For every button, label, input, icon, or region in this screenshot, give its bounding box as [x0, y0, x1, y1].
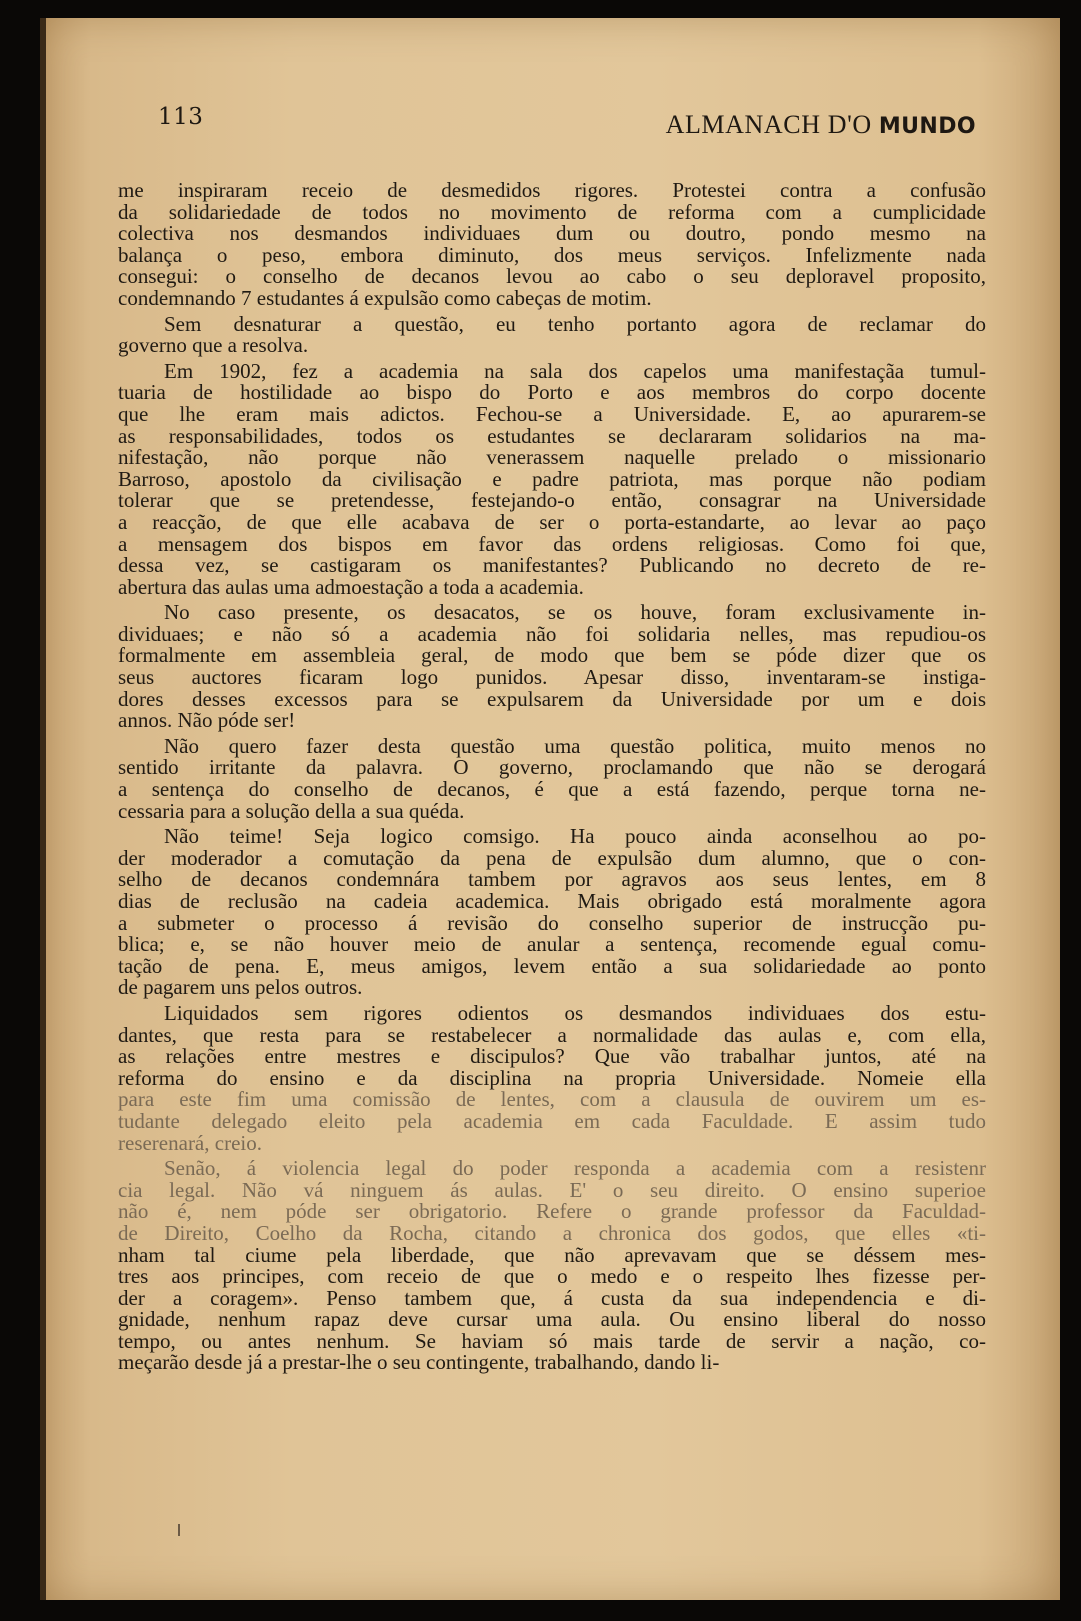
body-text — [118, 180, 986, 1378]
text-line: colectiva nos desmandos individuaes dum ou doutro, pondo mesmo na — [118, 221, 986, 246]
text-line: formalmente em assembleia geral, de modo que bem se póde dizer que os — [118, 643, 986, 668]
text-line: tres aos principes, com receio de que o medo e o respeito lhes fizesse per- — [118, 1264, 986, 1289]
text-line: tação de pena. E, meus amigos, levem então a sua solidariedade ao ponto — [118, 953, 986, 978]
text-line: der a coragem». Penso tambem que, á custa da sua independencia e di- — [118, 1285, 986, 1310]
text-line: Senão, á violencia legal do poder responda a academia com a resistenr — [164, 1156, 986, 1181]
text-line: tudante delegado eleito pela academia em cada Faculdade. E assim tudo — [118, 1108, 986, 1133]
text-line: Em 1902, fez a academia na sala dos capelos uma manifestaçãa tumul- — [164, 358, 986, 383]
text-line: a sentença do conselho de decanos, é que a está fazendo, perque torna ne- — [118, 777, 986, 802]
text-line: Liquidados sem rigores odientos os desmandos individuaes dos estu- — [164, 1000, 986, 1025]
text-line: que lhe eram mais adictos. Fechou-se a Universidade. E, ao apurarem-se — [118, 401, 986, 426]
text-line: No caso presente, os desacatos, se os houve, foram exclusivamente in- — [164, 600, 986, 625]
text-line: a mensagem dos bispos em favor das ordens religiosas. Como foi que, — [118, 531, 986, 556]
text-line: de Direito, Coelho da Rocha, citando a chronica dos godos, que elles «ti- — [118, 1220, 986, 1245]
text-line: não é, nem póde ser obrigatorio. Refere o grande professor da Faculdad- — [118, 1199, 986, 1224]
running-head-prefix: ALMANACH D'O — [665, 110, 872, 139]
text-line: cessaria para a solução della a sua quéda. — [118, 798, 465, 823]
text-line: abertura das aulas uma admoestação a toda a academia. — [118, 574, 584, 599]
running-head-brand: MUNDO — [878, 114, 976, 139]
text-line: a submeter o processo á revisão do conselho superior de instrucção pu- — [118, 910, 986, 935]
paragraph — [118, 733, 986, 823]
text-line: meçarão desde já a prestar-lhe o seu contingente, trabalhando, dando li- — [118, 1350, 720, 1375]
page-gutter-edge — [40, 18, 46, 1600]
paragraph — [118, 1158, 986, 1374]
text-line: blica; e, se não houver meio de anular a sentença, recomende egual comu- — [118, 932, 986, 957]
text-line: reforma do ensino e da disciplina na propria Universidade. Nomeie ella — [118, 1065, 986, 1090]
text-line: reserenará, creio. — [118, 1130, 262, 1155]
paragraph — [118, 1000, 986, 1155]
stray-mark — [178, 1524, 180, 1536]
text-line: condemnando 7 estudantes á expulsão como cabeças de motim. — [118, 285, 652, 310]
text-line: para este fim uma comissão de lentes, com a clausula de ouvirem um es- — [118, 1087, 986, 1112]
paragraph — [118, 311, 986, 358]
text-line: dessa vez, se castigaram os manifestantes? Publicando no decreto de re- — [118, 553, 986, 578]
page-number: 113 — [158, 104, 204, 130]
text-line: dores desses excessos para se expulsarem da Universidade por um e dois — [118, 686, 986, 711]
text-line: Não quero fazer desta questão uma questão politica, muito menos no — [164, 733, 986, 758]
text-line: da solidariedade de todos no movimento de reforma com a cumplicidade — [118, 199, 986, 224]
text-line: tolerar que se pretendesse, festejando-o então, consagrar na Universidade — [118, 488, 986, 513]
text-line: tempo, ou antes nenhum. Se haviam só mais tarde de servir a nação, co- — [118, 1328, 986, 1353]
text-line: as relações entre mestres e discipulos? Que vão trabalhar juntos, até na — [118, 1044, 986, 1069]
running-head — [666, 110, 976, 140]
text-line: dias de reclusão na cadeia academica. Mais obrigado está moralmente agora — [118, 889, 986, 913]
text-line: Sem desnaturar a questão, eu tenho portanto agora de reclamar do — [164, 311, 986, 336]
text-line: consegui: o conselho de decanos levou ao cabo o seu deploravel proposito, — [118, 264, 986, 289]
text-line: nham tal ciume pela liberdade, que não aprevavam que se déssem mes- — [118, 1242, 986, 1267]
text-line: annos. Não póde ser! — [118, 708, 296, 733]
paragraph — [118, 358, 986, 599]
text-line: as responsabilidades, todos os estudantes se declararam solidarios na ma- — [118, 423, 986, 448]
text-line: sentido irritante da palavra. O governo, proclamando que não se derogará — [118, 755, 986, 780]
text-line: tuaria de hostilidade ao bispo do Porto e aos membros do corpo docente — [118, 380, 986, 405]
paragraph — [118, 180, 986, 310]
text-line: gnidade, nenhum rapaz deve cursar uma aula. Ou ensino liberal do nosso — [118, 1307, 986, 1332]
text-line: nifestação, não porque não venerassem naquelle prelado o missionario — [118, 445, 986, 470]
paragraph — [118, 826, 986, 999]
text-line: governo que a resolva. — [118, 333, 309, 358]
text-line: der moderador a comutação da pena de expulsão dum alumno, que o con- — [118, 845, 986, 870]
text-line: balança o peso, embora diminuto, dos meus serviços. Infelizmente nada — [118, 242, 986, 267]
text-line: selho de decanos condemnára tambem por agravos aos seus lentes, em 8 — [118, 867, 986, 892]
text-line: dantes, que resta para se restabelecer a normalidade das aulas e, com ella, — [118, 1022, 986, 1047]
text-line: cia legal. Não vá ninguem ás aulas. E' o seu direito. O ensino superioe — [118, 1177, 986, 1202]
text-line: seus auctores ficaram logo punidos. Apesar disso, inventaram-se instiga- — [118, 665, 986, 690]
text-line: Não teime! Seja logico comsigo. Ha pouco ainda aconselhou ao po- — [164, 824, 986, 849]
text-line: dividuaes; e não só a academia não foi solidaria nelles, mas repudiou-os — [118, 621, 986, 646]
text-line: a reacção, de que elle acabava de ser o porta-estandarte, ao levar ao paço — [118, 509, 986, 534]
paragraph-gap — [118, 1374, 986, 1378]
text-line: de pagarem uns pelos outros. — [118, 975, 363, 1000]
text-line: Barroso, apostolo da civilisação e padre patriota, mas porque não podiam — [118, 466, 986, 491]
text-line: me inspiraram receio de desmedidos rigores. Protestei contra a confusão — [118, 178, 986, 202]
paragraph — [118, 602, 986, 732]
